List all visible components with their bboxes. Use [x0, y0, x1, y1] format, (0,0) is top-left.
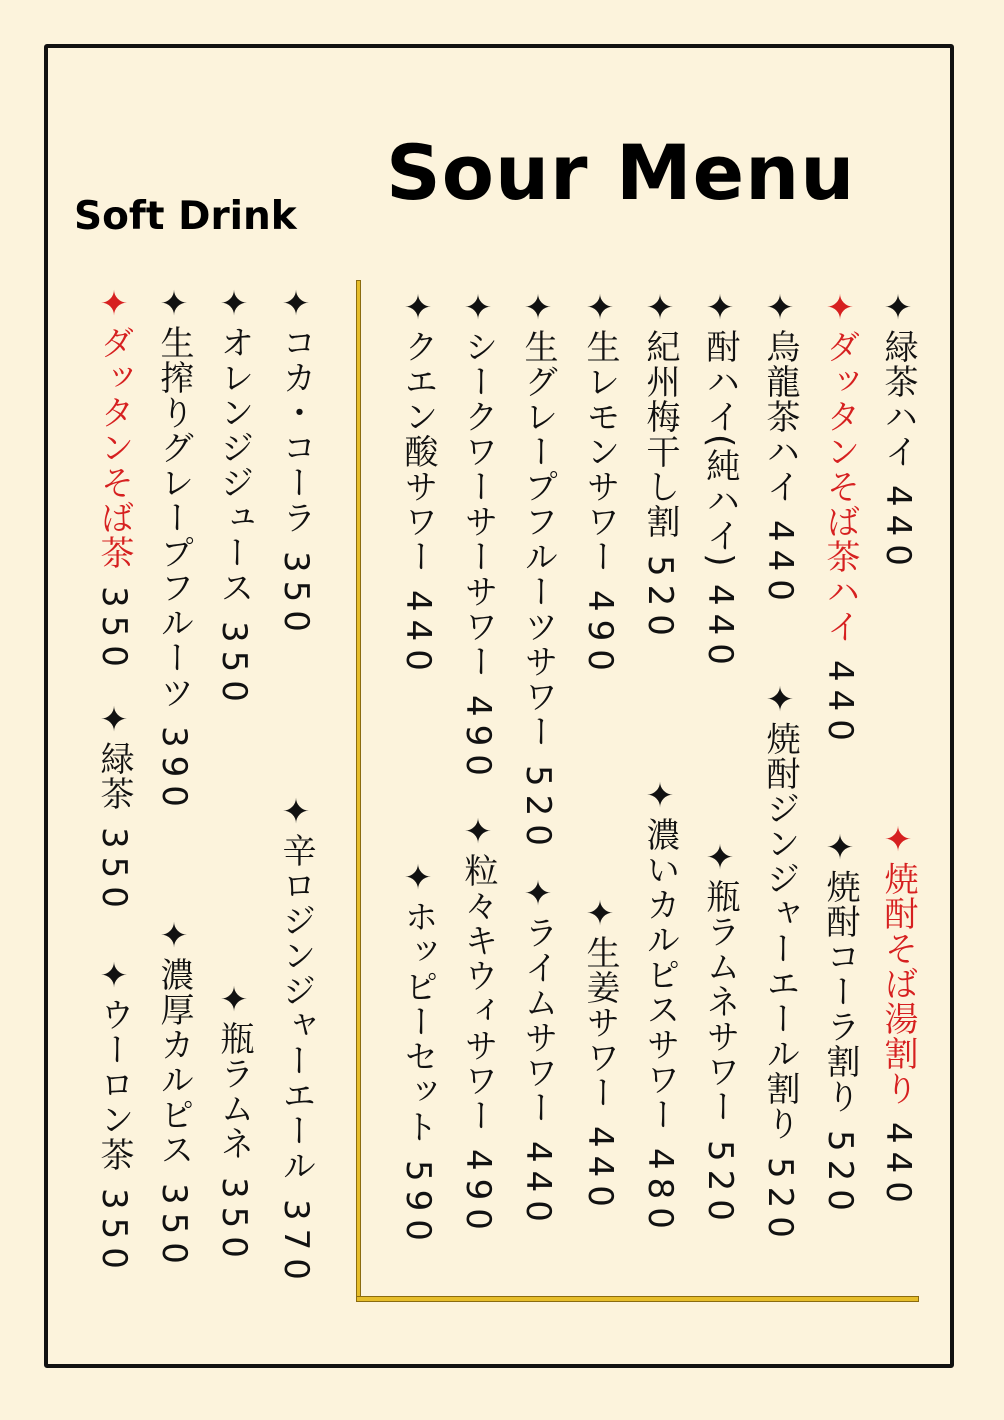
menu-item-price: 350: [276, 551, 316, 640]
section-title-soft-drink: Soft Drink: [74, 194, 297, 239]
page-title: Sour Menu: [386, 128, 856, 217]
menu-item-name: ✦生搾りグレープフルーツ: [154, 284, 194, 710]
menu-item: [760, 288, 800, 609]
menu-item-name: ✦焼酎ジンジャーエール割り: [760, 680, 800, 1141]
menu-item-price: 440: [580, 1126, 620, 1215]
menu-item-name: ✦クエン酸サワー: [398, 288, 438, 574]
menu-item-name: ✦緑茶ハイ: [878, 288, 918, 469]
menu-item: [214, 980, 254, 1266]
menu-item-name: ✦粒々キウィサワー: [458, 812, 498, 1133]
menu-item: [820, 288, 860, 749]
menu-item: [518, 874, 558, 1230]
menu-item-name: ✦ウーロン茶: [94, 956, 134, 1172]
menu-item-name: ✦瓶ラムネサワー: [700, 838, 740, 1124]
menu-item-price: 440: [878, 485, 918, 574]
menu-item-name: ✦ダッタンそば茶: [94, 284, 134, 570]
menu-item-price: 440: [878, 1122, 918, 1211]
menu-item-price: 490: [458, 1149, 498, 1238]
menu-item: [154, 284, 194, 815]
menu-item-name: ✦生レモンサワー: [580, 288, 620, 574]
menu-item: [276, 284, 316, 640]
menu-item: [214, 284, 254, 710]
menu-item-name: ✦生グレープフルーツサワー: [518, 288, 558, 749]
menu-item: [154, 916, 194, 1272]
menu-item-name: ✦ダッタンそば茶ハイ: [820, 288, 860, 644]
menu-item: [580, 894, 620, 1215]
menu-item-price: 350: [94, 827, 134, 916]
menu-item: [94, 284, 134, 675]
menu-item-name: ✦紀州梅干し割: [640, 288, 680, 539]
menu-item-price: 350: [214, 1177, 254, 1266]
menu-item-price: 590: [398, 1160, 438, 1249]
menu-item-price: 520: [820, 1130, 860, 1219]
menu-item-price: 440: [820, 660, 860, 749]
menu-item-price: 370: [276, 1199, 316, 1288]
menu-item-name: ✦焼酎そば湯割り: [878, 820, 918, 1106]
menu-item-price: 520: [700, 1140, 740, 1229]
menu-item-price: 490: [458, 695, 498, 784]
menu-item-name: ✦烏龍茶ハイ: [760, 288, 800, 504]
menu-item: [398, 858, 438, 1249]
divider-vertical: [356, 280, 361, 1302]
menu-item-name: ✦酎ハイ(純ハイ): [700, 288, 740, 568]
menu-item-price: 350: [214, 621, 254, 710]
menu-item-price: 350: [94, 586, 134, 675]
menu-item: [94, 700, 134, 916]
menu-item-price: 440: [760, 520, 800, 609]
menu-item-price: 390: [154, 726, 194, 815]
menu-item: [94, 956, 134, 1277]
menu-item: [640, 776, 680, 1237]
menu-item: [820, 828, 860, 1219]
menu-item-name: ✦瓶ラムネ: [214, 980, 254, 1161]
menu-item: [276, 792, 316, 1288]
menu-item-name: ✦ライムサワー: [518, 874, 558, 1125]
menu-item-price: 520: [640, 555, 680, 644]
menu-item: [458, 288, 498, 784]
menu-item-name: ✦焼酎コーラ割り: [820, 828, 860, 1114]
menu-item-name: ✦緑茶: [94, 700, 134, 811]
menu-item-price: 490: [580, 590, 620, 679]
menu-item-price: 480: [640, 1148, 680, 1237]
menu-item-price: 520: [518, 765, 558, 854]
divider-horizontal: [356, 1296, 919, 1302]
menu-item-name: ✦オレンジジュース: [214, 284, 254, 605]
menu-item: [640, 288, 680, 644]
menu-item-name: ✦濃厚カルピス: [154, 916, 194, 1167]
menu-item: [580, 288, 620, 679]
menu-item: [398, 288, 438, 679]
menu-item: [700, 838, 740, 1229]
menu-item: [878, 288, 918, 574]
menu-item-price: 440: [398, 590, 438, 679]
menu-item: [518, 288, 558, 854]
menu-item: [458, 812, 498, 1238]
menu-item-name: ✦ホッピーセット: [398, 858, 438, 1144]
menu-item-name: ✦辛ロジンジャーエール: [276, 792, 316, 1183]
menu-item-price: 520: [760, 1157, 800, 1246]
menu-item: [878, 820, 918, 1211]
menu-item-price: 350: [154, 1183, 194, 1272]
menu-item-name: ✦コカ・コーラ: [276, 284, 316, 535]
menu-item: [760, 680, 800, 1246]
menu-item: [700, 288, 740, 672]
menu-item-price: 440: [700, 583, 740, 673]
menu-item-name: ✦シークワーサーサワー: [458, 288, 498, 679]
menu-item-name: ✦濃いカルピスサワー: [640, 776, 680, 1132]
menu-item-name: ✦生姜サワー: [580, 894, 620, 1110]
menu-item-price: 440: [518, 1141, 558, 1230]
menu-item-price: 350: [94, 1188, 134, 1277]
